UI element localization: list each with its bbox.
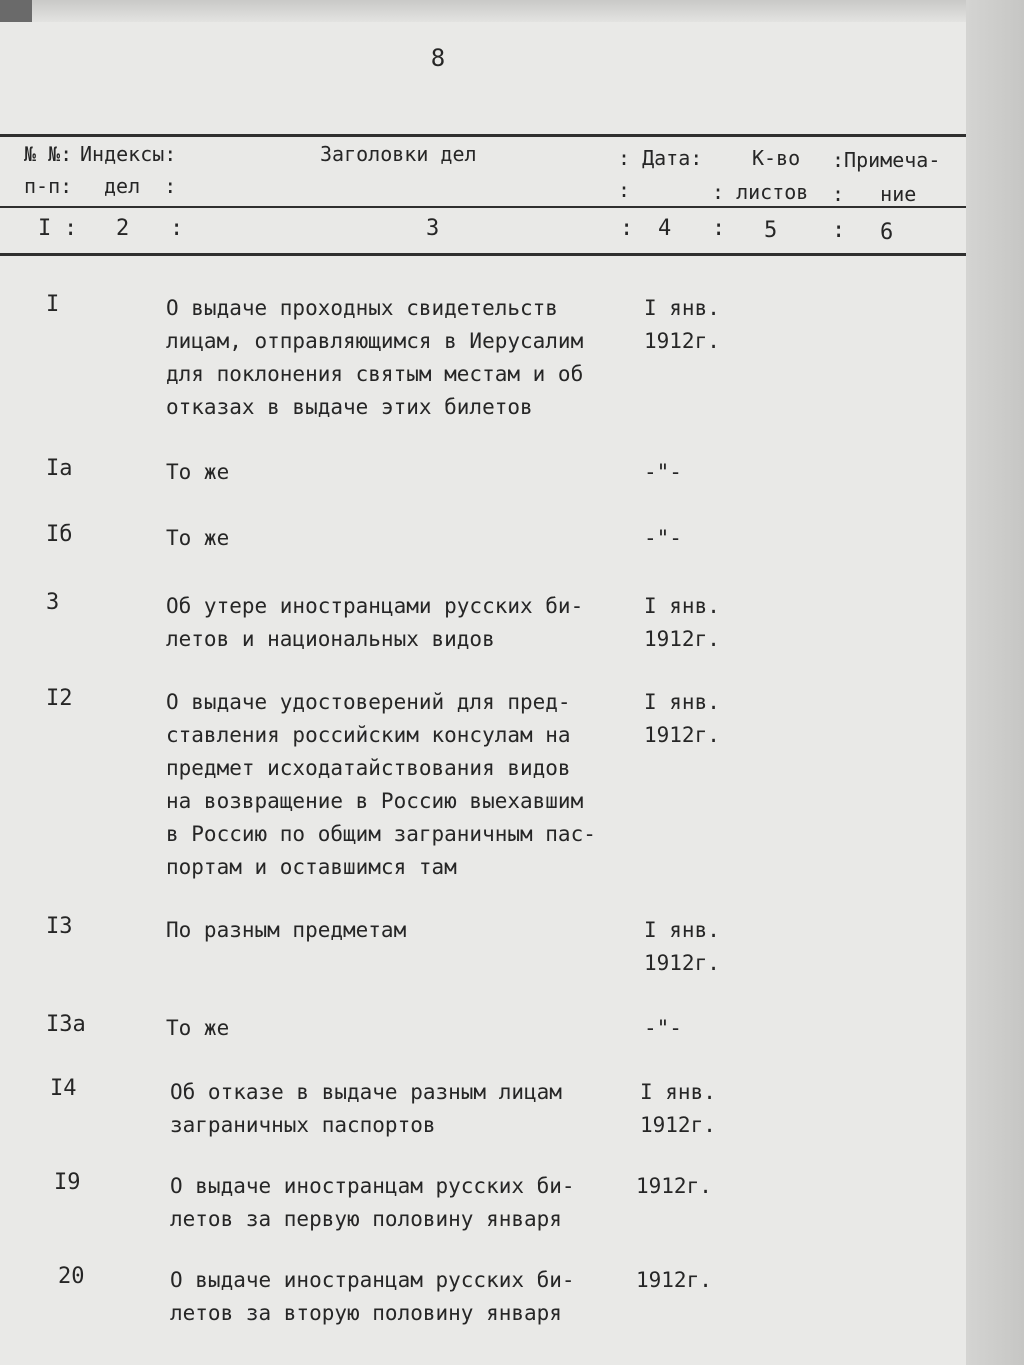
row-index: 20 (58, 1264, 85, 1289)
numbering-separator: : (64, 216, 78, 241)
row-title: О выдаче иностранцам русских би- летов за вторую половину января (170, 1268, 575, 1325)
header-col-date-1: : Дата: (618, 146, 703, 170)
table-top-rule (0, 134, 966, 137)
row-title: То же (166, 1016, 230, 1040)
numbering-bottom-rule (0, 253, 966, 256)
row-index: I3а (46, 1012, 86, 1037)
header-col-index-2: дел : (104, 174, 177, 198)
header-col-num-2: п-п: (24, 174, 73, 198)
header-col-notes-2: : ние (832, 182, 917, 206)
row-date: I янв. 1912г. (644, 918, 720, 975)
numbering-col-6: 6 (880, 220, 894, 245)
header-col-notes-1: :Примеча- (832, 148, 941, 172)
header-col-num-1: № №: (24, 142, 73, 166)
row-title: Об отказе в выдаче разным лицам заграничных паспортов (170, 1080, 562, 1137)
row-index: Iа (46, 456, 73, 481)
header-bottom-rule (0, 206, 966, 208)
row-index: Iб (46, 522, 73, 547)
row-date: -"- (644, 526, 682, 550)
numbering-separator: : (832, 218, 846, 243)
row-date: 1912г. (636, 1268, 712, 1292)
row-title: О выдаче иностранцам русских би- летов за первую половину января (170, 1174, 575, 1231)
row-index: I (46, 292, 60, 317)
header-col-index-1: Индексы: (80, 142, 177, 166)
header-col-sheets-2: : листов (712, 180, 809, 204)
row-date: I янв. 1912г. (644, 296, 720, 353)
page-number: 8 (430, 44, 446, 72)
row-index: I3 (46, 914, 73, 939)
row-index: I4 (50, 1076, 77, 1101)
numbering-separator: : (712, 216, 726, 241)
header-col-title: Заголовки дел (320, 142, 477, 166)
row-date: I янв. 1912г. (640, 1080, 716, 1137)
numbering-col-3: 3 (426, 216, 440, 241)
header-col-sheets-1: К-во (752, 146, 801, 170)
row-date: I янв. 1912г. (644, 690, 720, 747)
row-title: О выдаче проходных свидетельств лицам, отправляющимся в Иерусалим для поклонения святым местам и об отказах в выдаче этих билетов (166, 296, 584, 419)
row-date: I янв. 1912г. (644, 594, 720, 651)
row-date: -"- (644, 460, 682, 484)
page-right-edge (966, 0, 1024, 1365)
numbering-separator: : (620, 216, 634, 241)
numbering-col-5: 5 (764, 218, 778, 243)
page-top-edge (0, 0, 1024, 22)
row-index: I2 (46, 686, 73, 711)
header-col-date-2: : (618, 178, 631, 202)
row-date: 1912г. (636, 1174, 712, 1198)
row-index: 3 (46, 590, 60, 615)
row-index: I9 (54, 1170, 81, 1195)
row-date: -"- (644, 1016, 682, 1040)
numbering-col-2: 2 (116, 216, 130, 241)
row-title: То же (166, 526, 230, 550)
numbering-col-4: 4 (658, 216, 672, 241)
row-title: По разным предметам (166, 918, 407, 942)
numbering-separator: : (170, 216, 184, 241)
row-title: О выдаче удостоверений для пред- ставления российским консулам на предмет исходатайствования видов на возвращение в Россию выехавшим в Россию по общим заграничным пас- портам и оставшимся там (166, 690, 596, 879)
background-strip (0, 0, 32, 22)
row-title: Об утере иностранцами русских би- летов и национальных видов (166, 594, 584, 651)
numbering-col-1: I (38, 216, 52, 241)
row-title: То же (166, 460, 230, 484)
